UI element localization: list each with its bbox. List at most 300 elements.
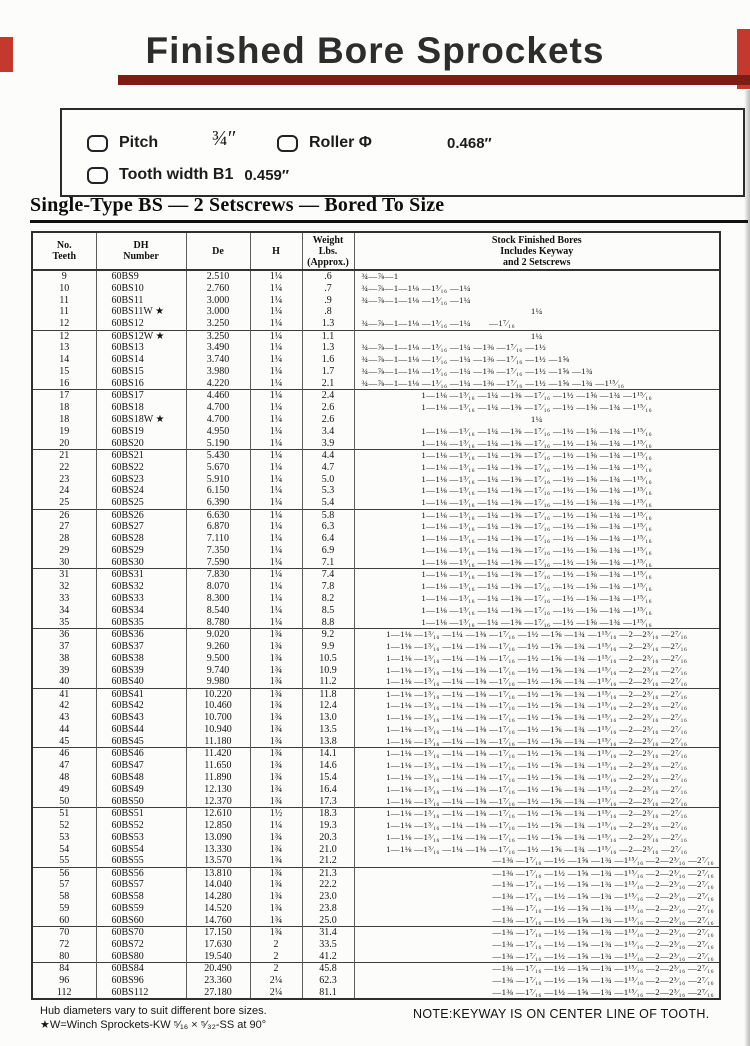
h-cell: 1¼ [250,366,302,378]
h-cell: 1¾ [250,700,302,712]
teeth-cell: 60 [59,914,70,926]
weight-cell: 10.9 [302,664,354,676]
de-cell: 10.940 [186,724,250,736]
table-row [32,784,720,796]
teeth-cell: 43 [59,712,70,724]
de-cell: 7.830 [186,569,250,581]
table-row [32,843,720,855]
h-cell: 1¼ [250,545,302,557]
teeth-cell: 40 [59,676,70,688]
bores-cell: 1—1⅛ —1³⁄₁₆ —1¼ —1⅜ —1⁷⁄₁₆ —1½ —1⅝ —1¾ —1¹⁵⁄₁₆ —2—2³⁄₁₆ —2⁷⁄₁₆ [354,629,720,641]
dh-cell: 60BS11 [96,294,186,306]
h-cell: 1¼ [250,354,302,366]
table-row [32,688,720,700]
table-row [32,462,720,474]
de-cell: 20.490 [186,963,250,975]
teeth-cell: 44 [59,724,70,736]
weight-cell: 7.1 [302,557,354,569]
h-cell: 1¾ [250,855,302,867]
bores-cell: 1¼ [354,414,720,426]
bores-cell: 1—1⅛ —1³⁄₁₆ —1¼ —1⅜ —1⁷⁄₁₆ —1½ —1⅝ —1¾ —1¹⁵⁄₁₆ —2—2³⁄₁₆ —2⁷⁄₁₆ [354,712,720,724]
teeth-cell: 25 [59,497,70,509]
specs-box [60,108,745,197]
weight-cell: 10.5 [302,652,354,664]
teeth-cell: 27 [59,521,70,533]
dh-cell: 60BS26 [96,509,186,521]
bores-cell: ¾—⅞—1—1⅛ —1³⁄₁₆ —1¼ [354,283,720,295]
teeth-cell: 34 [59,604,70,616]
bores-cell: 1—1⅛ —1³⁄₁₆ —1¼ —1⅜ —1⁷⁄₁₆ —1½ —1⅝ —1¾ —1¹⁵⁄₁₆ [354,485,720,497]
teeth-cell: 20 [59,437,70,449]
weight-cell: 8.8 [302,617,354,629]
h-cell: 1¾ [250,796,302,808]
dh-cell: 60BS39 [96,664,186,676]
bores-cell: 1—1⅛ —1³⁄₁₆ —1¼ —1⅜ —1⁷⁄₁₆ —1½ —1⅝ —1¾ —1¹⁵⁄₁₆ —2—2³⁄₁₆ —2⁷⁄₁₆ [354,843,720,855]
teeth-cell: 12 [59,318,70,330]
teeth-cell: 18 [59,402,70,414]
de-cell: 13.090 [186,831,250,843]
de-cell: 6.390 [186,497,250,509]
dh-cell: 60BS51 [96,808,186,820]
bores-cell: 1¼ [354,330,720,342]
bullet-box-icon [87,135,108,152]
teeth-cell: 50 [59,795,70,807]
table-header [32,232,720,270]
table-row [32,354,720,366]
h-cell: 1¾ [250,903,302,915]
teeth-cell: 84 [32,963,96,975]
de-cell: 13.810 [186,867,250,879]
bores-cell: 1—1⅛ —1³⁄₁₆ —1¼ —1⅜ —1⁷⁄₁₆ —1½ —1⅝ —1¾ —1¹⁵⁄₁₆ —2—2³⁄₁₆ —2⁷⁄₁₆ [354,676,720,688]
teeth-cell: 57 [59,879,70,891]
h-cell: 1¼ [250,473,302,485]
weight-cell: 6.3 [302,521,354,533]
dh-cell: 60BS24 [96,485,186,497]
dh-cell: 60BS57 [96,879,186,891]
de-cell: 4.700 [186,414,250,426]
weight-cell: 18.3 [302,808,354,820]
weight-cell: 1.7 [302,366,354,378]
weight-cell: 5.0 [302,473,354,485]
h-cell: 1¼ [250,414,302,426]
dh-cell: 60BS30 [96,557,186,569]
tooth-width-label: Tooth width B1 [119,166,234,183]
dh-cell: 60BS22 [96,462,186,474]
table-row [32,712,720,724]
dh-cell: 60BS37 [96,641,186,653]
bullet-box-icon [277,135,298,152]
h-cell: 1¼ [250,402,302,414]
weight-cell: 4.7 [302,462,354,474]
dh-cell: 60BS52 [96,820,186,832]
teeth-cell: 14 [59,354,70,366]
dh-cell: 60BS13 [96,342,186,354]
pitch-value: ¾″ [212,126,237,150]
dh-cell: 60BS72 [96,939,186,951]
de-cell: 8.540 [186,605,250,617]
de-cell: 6.630 [186,509,250,521]
de-cell: 11.650 [186,760,250,772]
de-cell: 10.700 [186,712,250,724]
table-row [32,796,720,808]
h-cell: 1¾ [250,891,302,903]
table-row [32,366,720,378]
h-cell: 1¼ [250,270,302,283]
weight-cell: 13.5 [302,724,354,736]
h-cell: 1¼ [250,330,302,342]
teeth-cell: 52 [59,819,70,831]
bores-cell: 1—1⅛ —1³⁄₁₆ —1¼ —1⅜ —1⁷⁄₁₆ —1½ —1⅝ —1¾ —1¹⁵⁄₁₆ [354,545,720,557]
dh-cell: 60BS11W ★ [96,306,186,318]
h-cell: 1¼ [250,438,302,450]
dh-cell: 60BS18 [96,402,186,414]
bores-cell: 1—1⅛ —1³⁄₁₆ —1¼ —1⅜ —1⁷⁄₁₆ —1½ —1⅝ —1¾ —1¹⁵⁄₁₆ [354,462,720,474]
dh-cell: 60BS25 [96,497,186,509]
bores-cell: 1—1⅛ —1³⁄₁₆ —1¼ —1⅜ —1⁷⁄₁₆ —1½ —1⅝ —1¾ —1¹⁵⁄₁₆ [354,450,720,462]
de-cell: 10.220 [186,688,250,700]
weight-cell: 23.8 [302,903,354,915]
table-row [32,294,720,306]
bores-cell: —1⅜ —1⁷⁄₁₆ —1½ —1⅝ —1¾ —1¹⁵⁄₁₆ —2—2³⁄₁₆ —2⁷⁄₁₆ [354,963,720,975]
column-header-weight: Weight Lbs. (Approx.) [302,232,354,270]
h-cell: 1¼ [250,521,302,533]
de-cell: 4.700 [186,402,250,414]
de-cell: 7.350 [186,545,250,557]
bores-cell: —1⅜ —1⁷⁄₁₆ —1½ —1⅝ —1¾ —1¹⁵⁄₁₆ —2—2³⁄₁₆ —2⁷⁄₁₆ [354,855,720,867]
table-row [32,736,720,748]
teeth-cell: 51 [32,808,96,820]
teeth-cell: 56 [32,867,96,879]
footnotes [40,1004,267,1032]
h-cell: 1¼ [250,294,302,306]
weight-cell: 5.3 [302,485,354,497]
weight-cell: 14.1 [302,748,354,760]
de-cell: 2.510 [186,270,250,283]
teeth-cell: 47 [59,760,70,772]
de-cell: 4.460 [186,390,250,402]
dh-cell: 60BS48 [96,772,186,784]
weight-cell: 2.6 [302,414,354,426]
teeth-cell: 36 [32,629,96,641]
dh-cell: 60BS17 [96,390,186,402]
de-cell: 5.430 [186,450,250,462]
title-underline-bar [118,75,750,85]
table-row [32,557,720,569]
dh-cell: 60BS58 [96,891,186,903]
h-cell: 1¼ [250,426,302,438]
bores-cell: 1—1⅛ —1³⁄₁₆ —1¼ —1⅜ —1⁷⁄₁₆ —1½ —1⅝ —1¾ —1¹⁵⁄₁₆ [354,581,720,593]
h-cell: 1½ [250,808,302,820]
bores-cell: —1⅜ —1⁷⁄₁₆ —1½ —1⅝ —1¾ —1¹⁵⁄₁₆ —2—2³⁄₁₆ —2⁷⁄₁₆ [354,939,720,951]
weight-cell: .6 [302,270,354,283]
bores-cell: —1⅜ —1⁷⁄₁₆ —1½ —1⅝ —1¾ —1¹⁵⁄₁₆ —2—2³⁄₁₆ —2⁷⁄₁₆ [354,987,720,1000]
h-cell: 1¼ [250,342,302,354]
dh-cell: 60BS29 [96,545,186,557]
table-row [32,593,720,605]
spec-roller [277,134,372,152]
weight-cell: 6.4 [302,533,354,545]
h-cell: 1¼ [250,462,302,474]
page-title: Finished Bore Sprockets [145,30,605,71]
teeth-cell: 13 [59,342,70,354]
weight-cell: 8.5 [302,605,354,617]
bores-cell: 1—1⅛ —1³⁄₁₆ —1¼ —1⅜ —1⁷⁄₁₆ —1½ —1⅝ —1¾ —1¹⁵⁄₁₆ —2—2³⁄₁₆ —2⁷⁄₁₆ [354,831,720,843]
weight-cell: 9.9 [302,641,354,653]
h-cell: 1¼ [250,306,302,318]
bores-cell: 1—1⅛ —1³⁄₁₆ —1¼ —1⅜ —1⁷⁄₁₆ —1½ —1⅝ —1¾ —1¹⁵⁄₁₆ —2—2³⁄₁₆ —2⁷⁄₁₆ [354,820,720,832]
weight-cell: 11.8 [302,688,354,700]
weight-cell: 2.4 [302,390,354,402]
dh-cell: 60BS35 [96,617,186,629]
weight-cell: .7 [302,283,354,295]
column-header-h: H [250,232,302,270]
dh-cell: 60BS96 [96,975,186,987]
weight-cell: 1.3 [302,318,354,330]
weight-cell: 2.1 [302,378,354,390]
de-cell: 12.130 [186,784,250,796]
table-row [32,629,720,641]
h-cell: 1¼ [250,318,302,330]
dh-cell: 60BS19 [96,426,186,438]
h-cell: 1¾ [250,927,302,939]
bores-cell: 1—1⅛ —1³⁄₁₆ —1¼ —1⅜ —1⁷⁄₁₆ —1½ —1⅝ —1¾ —1¹⁵⁄₁₆ —2—2³⁄₁₆ —2⁷⁄₁₆ [354,772,720,784]
teeth-cell: 42 [59,700,70,712]
bores-cell: 1—1⅛ —1³⁄₁₆ —1¼ —1⅜ —1⁷⁄₁₆ —1½ —1⅝ —1¾ —1¹⁵⁄₁₆ —2—2³⁄₁₆ —2⁷⁄₁₆ [354,700,720,712]
h-cell: 1¾ [250,772,302,784]
dh-cell: 60BS45 [96,736,186,748]
h-cell: 1¾ [250,784,302,796]
sprocket-table [31,231,721,1000]
table-row [32,724,720,736]
weight-cell: 45.8 [302,963,354,975]
table-row [32,963,720,975]
weight-cell: 22.2 [302,879,354,891]
h-cell: 1¾ [250,652,302,664]
teeth-cell: 45 [59,735,70,747]
dh-cell: 60BS33 [96,593,186,605]
table-row [32,700,720,712]
de-cell: 3.250 [186,330,250,342]
de-cell: 9.980 [186,676,250,688]
de-cell: 9.740 [186,664,250,676]
de-cell: 3.000 [186,306,250,318]
table-row [32,390,720,402]
spec-pitch [87,134,158,152]
table-row [32,903,720,915]
de-cell: 3.740 [186,354,250,366]
de-cell: 11.180 [186,736,250,748]
teeth-cell: 41 [32,688,96,700]
table-row [32,748,720,760]
de-cell: 12.850 [186,820,250,832]
h-cell: 1¾ [250,748,302,760]
dh-cell: 60BS41 [96,688,186,700]
teeth-cell: 80 [59,950,70,962]
teeth-cell: 29 [59,545,70,557]
table-row [32,605,720,617]
de-cell: 6.870 [186,521,250,533]
bores-cell: 1—1⅛ —1³⁄₁₆ —1¼ —1⅜ —1⁷⁄₁₆ —1½ —1⅝ —1¾ —1¹⁵⁄₁₆ [354,497,720,509]
teeth-cell: 46 [32,748,96,760]
table-row [32,951,720,963]
bores-cell: 1—1⅛ —1³⁄₁₆ —1¼ —1⅜ —1⁷⁄₁₆ —1½ —1⅝ —1¾ —1¹⁵⁄₁₆ [354,605,720,617]
table-row [32,485,720,497]
h-cell: 1¾ [250,915,302,927]
table-row [32,438,720,450]
dh-cell: 60BS10 [96,283,186,295]
teeth-cell: 15 [59,366,70,378]
table-row [32,939,720,951]
weight-cell: 33.5 [302,939,354,951]
dh-cell: 60BS84 [96,963,186,975]
weight-cell: 25.0 [302,915,354,927]
bores-cell: 1—1⅛ —1³⁄₁₆ —1¼ —1⅜ —1⁷⁄₁₆ —1½ —1⅝ —1¾ —1¹⁵⁄₁₆ —2—2³⁄₁₆ —2⁷⁄₁₆ [354,641,720,653]
weight-cell: 15.4 [302,772,354,784]
page-edge-shadow [744,90,750,1046]
dh-cell: 60BS15 [96,366,186,378]
teeth-cell: 19 [59,425,70,437]
bores-cell: —1⅜ —1⁷⁄₁₆ —1½ —1⅝ —1¾ —1¹⁵⁄₁₆ —2—2³⁄₁₆ —2⁷⁄₁₆ [354,903,720,915]
table-row [32,664,720,676]
de-cell: 4.220 [186,378,250,390]
de-cell: 5.190 [186,438,250,450]
weight-cell: 5.4 [302,497,354,509]
table-row [32,545,720,557]
roller-label: Roller Φ [309,134,372,151]
table-row [32,318,720,330]
bores-cell: 1—1⅛ —1³⁄₁₆ —1¼ —1⅜ —1⁷⁄₁₆ —1½ —1⅝ —1¾ —1¹⁵⁄₁₆ —2—2³⁄₁₆ —2⁷⁄₁₆ [354,748,720,760]
weight-cell: 21.2 [302,855,354,867]
de-cell: 5.910 [186,473,250,485]
teeth-cell: 24 [59,485,70,497]
bores-cell: 1—1⅛ —1³⁄₁₆ —1¼ —1⅜ —1⁷⁄₁₆ —1½ —1⅝ —1¾ —1¹⁵⁄₁₆ —2—2³⁄₁₆ —2⁷⁄₁₆ [354,688,720,700]
h-cell: 1¾ [250,664,302,676]
bores-cell: 1—1⅛ —1³⁄₁₆ —1¼ —1⅜ —1⁷⁄₁₆ —1½ —1⅝ —1¾ —1¹⁵⁄₁₆ —2—2³⁄₁₆ —2⁷⁄₁₆ [354,760,720,772]
weight-cell: 62.3 [302,975,354,987]
h-cell: 1¾ [250,736,302,748]
weight-cell: 41.2 [302,951,354,963]
teeth-cell: 9 [61,271,67,282]
bores-cell: 1—1⅛ —1³⁄₁₆ —1¼ —1⅜ —1⁷⁄₁₆ —1½ —1⅝ —1¾ —1¹⁵⁄₁₆ [354,390,720,402]
bores-cell: 1—1⅛ —1³⁄₁₆ —1¼ —1⅜ —1⁷⁄₁₆ —1½ —1⅝ —1¾ —1¹⁵⁄₁₆ —2—2³⁄₁₆ —2⁷⁄₁₆ [354,736,720,748]
table-row [32,867,720,879]
h-cell: 1¼ [250,283,302,295]
h-cell: 2¼ [250,975,302,987]
table-row [32,760,720,772]
table-row [32,891,720,903]
dh-cell: 60BS60 [96,915,186,927]
table-row [32,521,720,533]
table-row [32,772,720,784]
bores-cell: 1¼ [354,306,720,318]
table-row [32,533,720,545]
bores-cell: 1—1⅛ —1³⁄₁₆ —1¼ —1⅜ —1⁷⁄₁₆ —1½ —1⅝ —1¾ —1¹⁵⁄₁₆ —2—2³⁄₁₆ —2⁷⁄₁₆ [354,664,720,676]
weight-cell: 23.0 [302,891,354,903]
weight-cell: 21.3 [302,867,354,879]
de-cell: 2.760 [186,283,250,295]
bores-cell: ¾—⅞—1—1⅛ —1³⁄₁₆ —1¼ —1⅜ —1⁷⁄₁₆ —1½ [354,342,720,354]
dh-cell: 60BS40 [96,676,186,688]
table-row [32,676,720,688]
section-heading: Single-Type BS — 2 Setscrews — Bored To Size [30,194,748,223]
table-row [32,342,720,354]
teeth-cell: 33 [59,592,70,604]
de-cell: 10.460 [186,700,250,712]
table-row [32,855,720,867]
table-row [32,426,720,438]
weight-cell: 16.4 [302,784,354,796]
table-row [32,569,720,581]
weight-cell: 17.3 [302,796,354,808]
de-cell: 17.150 [186,927,250,939]
dh-cell: 60BS21 [96,450,186,462]
table-row [32,497,720,509]
h-cell: 1¾ [250,688,302,700]
bores-cell: ¾—⅞—1—1⅛ —1³⁄₁₆ —1¼ —1⅜ —1⁷⁄₁₆ —1½ —1⅝ —1¾ [354,366,720,378]
weight-cell: 2.6 [302,402,354,414]
h-cell: 1¼ [250,485,302,497]
table-row [32,987,720,1000]
h-cell: 1¼ [250,378,302,390]
h-cell: 1¼ [250,509,302,521]
teeth-cell: 10 [59,282,70,294]
weight-cell: 3.9 [302,438,354,450]
footnote-winch: ★W=Winch Sprockets-KW ⁵⁄₁₆ × ⁵⁄₃₂-SS at 90° [40,1019,267,1031]
table-row [32,402,720,414]
dh-cell: 60BS32 [96,581,186,593]
bores-cell: ¾—⅞—1—1⅛ —1³⁄₁₆ —1¼ —1⁷⁄₁₆ [354,318,720,330]
dh-cell: 60BS59 [96,903,186,915]
h-cell: 1¼ [250,533,302,545]
dh-cell: 60BS55 [96,855,186,867]
h-cell: 1¾ [250,831,302,843]
de-cell: 3.000 [186,294,250,306]
h-cell: 1¾ [250,724,302,736]
weight-cell: 20.3 [302,831,354,843]
bores-cell: 1—1⅛ —1³⁄₁₆ —1¼ —1⅜ —1⁷⁄₁₆ —1½ —1⅝ —1¾ —1¹⁵⁄₁₆ [354,402,720,414]
table-row [32,283,720,295]
dh-cell: 60BS28 [96,533,186,545]
de-cell: 23.360 [186,975,250,987]
h-cell: 1¾ [250,879,302,891]
dh-cell: 60BS43 [96,712,186,724]
bores-cell: —1⅜ —1⁷⁄₁₆ —1½ —1⅝ —1¾ —1¹⁵⁄₁₆ —2—2³⁄₁₆ —2⁷⁄₁₆ [354,891,720,903]
teeth-cell: 28 [59,533,70,545]
weight-cell: 12.4 [302,700,354,712]
dh-cell: 60BS54 [96,843,186,855]
de-cell: 7.590 [186,557,250,569]
table-row [32,879,720,891]
teeth-cell: 37 [59,640,70,652]
bores-cell: 1—1⅛ —1³⁄₁₆ —1¼ —1⅜ —1⁷⁄₁₆ —1½ —1⅝ —1¾ —1¹⁵⁄₁₆ [354,593,720,605]
dh-cell: 60BS18W ★ [96,414,186,426]
de-cell: 3.250 [186,318,250,330]
table-row [32,581,720,593]
teeth-cell: 21 [32,450,96,462]
de-cell: 7.110 [186,533,250,545]
table-row [32,641,720,653]
weight-cell: 6.9 [302,545,354,557]
h-cell: 1¾ [250,867,302,879]
table-row [32,473,720,485]
de-cell: 4.950 [186,426,250,438]
dh-cell: 60BS12W ★ [96,330,186,342]
bores-cell: —1⅜ —1⁷⁄₁₆ —1½ —1⅝ —1¾ —1¹⁵⁄₁₆ —2—2³⁄₁₆ —2⁷⁄₁₆ [354,951,720,963]
de-cell: 9.260 [186,641,250,653]
table-row [32,975,720,987]
bores-cell: ¾—⅞—1—1⅛ —1³⁄₁₆ —1¼ [354,294,720,306]
h-cell: 1¾ [250,676,302,688]
